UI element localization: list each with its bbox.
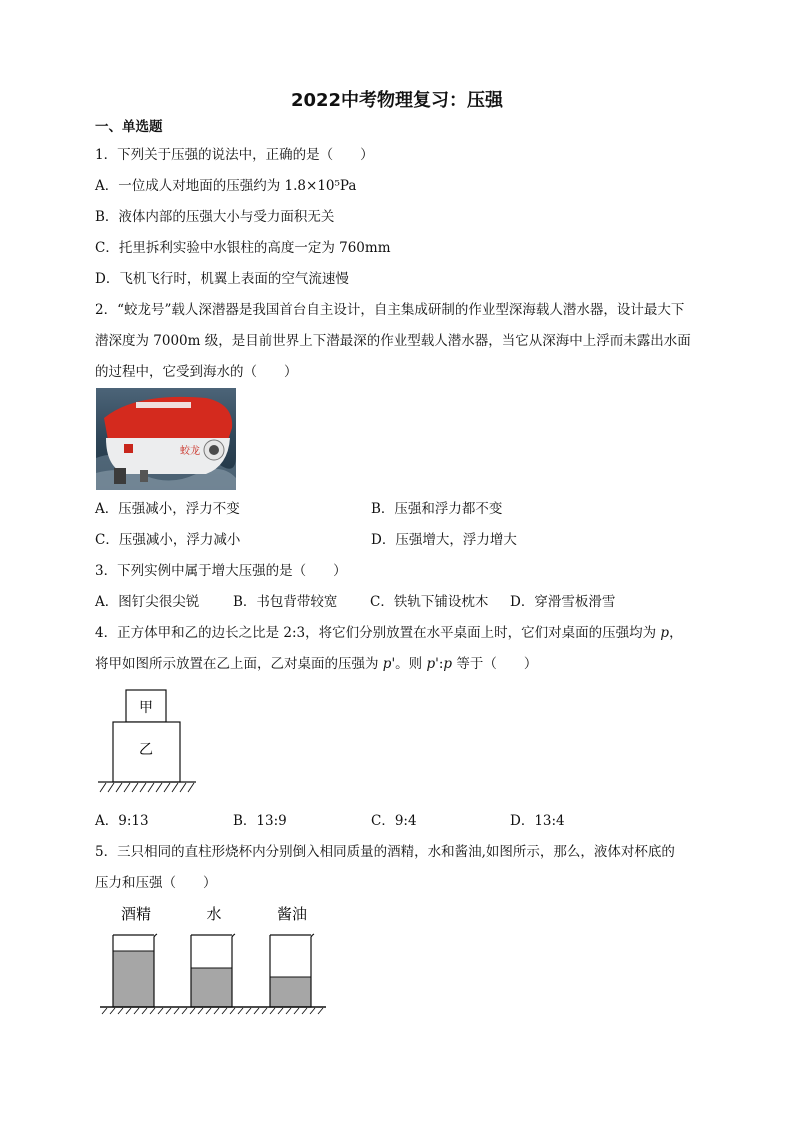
beaker-label-alcohol: 酒精	[120, 905, 152, 923]
beaker-alcohol	[113, 934, 157, 1007]
q2-option-b: B．压强和浮力都不变	[371, 501, 503, 517]
q4-option-b: B．13:9	[233, 813, 287, 829]
q2-option-a: A．压强减小，浮力不变	[95, 501, 240, 517]
label-yi: 乙	[139, 742, 153, 758]
label-jia: 甲	[139, 700, 153, 716]
q5-stem-line1: 5．三只相同的直柱形烧杯内分别倒入相同质量的酒精，水和酱油,如图所示，那么，液体对杯底的	[95, 844, 675, 860]
submarine-photo	[96, 388, 236, 490]
q4-stem-line1: 4．正方体甲和乙的边长之比是 2:3，将它们分别放置在水平桌面上时，它们对桌面的压强均为 p，	[95, 625, 683, 641]
q2-option-d: D．压强增大，浮力增大	[371, 532, 517, 548]
q4-option-d: D．13:4	[510, 813, 565, 829]
hull-lettering: 蛟龙	[180, 446, 200, 457]
q1-option-a: A．一位成人对地面的压强约为 1.8×10⁵Pa	[95, 178, 357, 194]
beakers-diagram	[98, 900, 330, 1016]
q1-stem: 1．下列关于压强的说法中，正确的是（ ）	[95, 147, 374, 163]
beaker-label-soy-sauce: 酱油	[276, 905, 308, 923]
page-title: 2022中考物理复习：压强	[290, 90, 504, 111]
q4-option-a: A．9:13	[95, 813, 149, 829]
stacked-cubes-diagram	[96, 688, 200, 794]
q3-stem: 3．下列实例中属于增大压强的是（ ）	[95, 563, 347, 579]
q1-option-b: B．液体内部的压强大小与受力面积无关	[95, 209, 335, 225]
q3-option-c: C．铁轨下铺设枕木	[370, 594, 489, 610]
q2-stem-line1: 2．“蛟龙号”载人深潜器是我国首台自主设计，自主集成研制的作业型深海载人潜水器，设计最大下	[95, 302, 685, 318]
beaker-label-water: 水	[206, 905, 222, 923]
beaker-water	[191, 934, 235, 1007]
q5-stem-line2: 压力和压强（ ）	[95, 875, 217, 891]
q3-option-a: A．图钉尖很尖锐	[95, 594, 200, 610]
q2-option-c: C．压强减小，浮力减小	[95, 532, 241, 548]
q1-option-c: C．托里拆利实验中水银柱的高度一定为 760mm	[95, 240, 391, 256]
q3-option-d: D．穿滑雪板滑雪	[510, 594, 616, 610]
beaker-soy-sauce	[270, 934, 314, 1007]
q2-stem-line3: 的过程中，它受到海水的（ ）	[95, 364, 298, 380]
section-heading: 一、单选题	[95, 119, 163, 135]
q3-option-b: B．书包背带较宽	[233, 594, 338, 610]
q4-stem-line2: 将甲如图所示放置在乙上面，乙对桌面的压强为 p'。则 p':p 等于（ ）	[95, 656, 538, 672]
q1-option-d: D．飞机飞行时，机翼上表面的空气流速慢	[95, 271, 349, 287]
q4-option-c: C．9:4	[371, 813, 417, 829]
q2-stem-line2: 潜深度为 7000m 级，是目前世界上下潜最深的作业型载人潜水器，当它从深海中上浮而未露出水面	[95, 333, 691, 349]
